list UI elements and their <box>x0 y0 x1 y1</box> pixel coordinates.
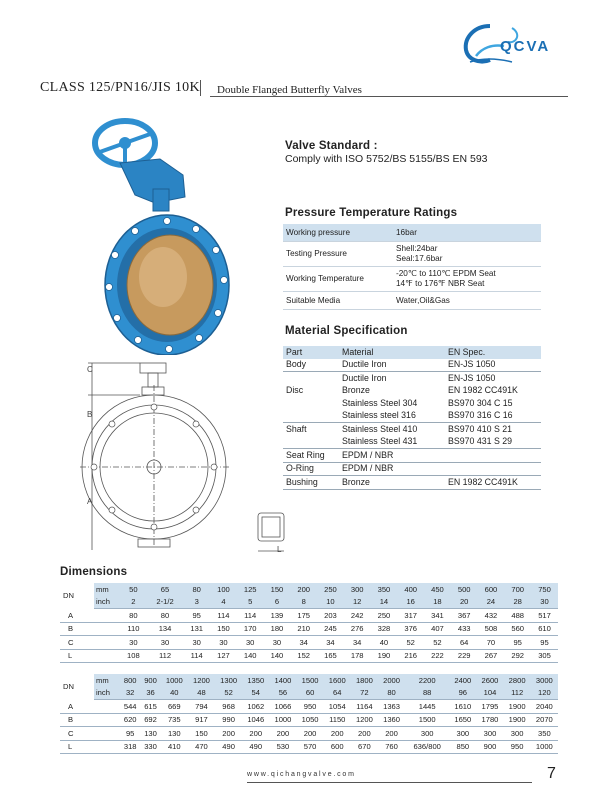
table-cell: 72 <box>351 687 378 700</box>
table-cell: 300 <box>344 583 371 596</box>
table-cell: 560 <box>504 622 531 636</box>
table-cell: 1400 <box>269 674 296 687</box>
table-row: Working pressure 16bar <box>283 224 541 242</box>
row-label: B <box>60 622 94 636</box>
table-header-row: Part Material EN Spec. <box>283 346 541 359</box>
table-cell: 30 <box>147 636 184 650</box>
table-cell: 328 <box>371 622 398 636</box>
table-cell: 10 <box>317 596 344 609</box>
table-cell: 670 <box>351 740 378 754</box>
table-cell: 350 <box>371 583 398 596</box>
table-cell: 488 <box>504 609 531 623</box>
table-cell: 1800 <box>351 674 378 687</box>
unit-label: inch <box>94 687 120 700</box>
table-cell: 1050 <box>297 713 324 727</box>
table-cell: 669 <box>161 700 188 714</box>
table-cell: 900 <box>476 740 503 754</box>
table-cell: 140 <box>237 649 264 663</box>
row-label: C <box>60 727 94 741</box>
table-cell: 490 <box>215 740 242 754</box>
table-cell: 95 <box>531 636 558 650</box>
table-cell: 229 <box>451 649 478 663</box>
dimensions-heading: Dimensions <box>60 566 128 578</box>
unit-label: mm <box>94 583 120 596</box>
table-cell: 2600 <box>476 674 503 687</box>
table-cell: 170 <box>237 622 264 636</box>
table-cell: 80 <box>120 609 147 623</box>
table-cell: 2000 <box>378 674 405 687</box>
table-cell: 850 <box>449 740 476 754</box>
table-cell: 407 <box>424 622 451 636</box>
unit-label: mm <box>94 674 120 687</box>
table-row: Seat Ring EPDM / NBR <box>283 449 541 463</box>
table-cell: 735 <box>161 713 188 727</box>
table-cell: 112 <box>147 649 184 663</box>
table-cell: 200 <box>351 727 378 741</box>
table-cell: 1610 <box>449 700 476 714</box>
table-cell: 80 <box>183 583 210 596</box>
header-rule <box>210 96 568 97</box>
table-cell: 30 <box>210 636 237 650</box>
table-cell: 367 <box>451 609 478 623</box>
table-cell: 508 <box>478 622 505 636</box>
table-cell: 242 <box>344 609 371 623</box>
table-cell: 317 <box>397 609 424 623</box>
table-cell: 190 <box>371 649 398 663</box>
dim-label-c: C <box>87 365 93 374</box>
table-cell: 1363 <box>378 700 405 714</box>
table-cell: 432 <box>478 609 505 623</box>
table-cell: 150 <box>264 583 291 596</box>
table-cell: 108 <box>120 649 147 663</box>
table-cell: 1360 <box>378 713 405 727</box>
table-cell: 14 <box>371 596 398 609</box>
table-cell: 1780 <box>476 713 503 727</box>
table-cell: 1795 <box>476 700 503 714</box>
material-spec-heading: Material Specification <box>285 325 408 337</box>
table-row <box>60 583 558 596</box>
dim-label-b: B <box>87 410 93 419</box>
table-cell: 50 <box>120 583 147 596</box>
table-cell: 376 <box>397 622 424 636</box>
table-cell: 990 <box>215 713 242 727</box>
table-cell: 52 <box>424 636 451 650</box>
table-row: Body Ductile Iron EN-JS 1050 <box>283 359 541 372</box>
row-label: A <box>60 609 94 623</box>
dn-label: DN <box>60 583 94 609</box>
table-cell: 1000 <box>531 740 558 754</box>
table-cell: 1000 <box>269 713 296 727</box>
table-row: Suitable Media Water,Oil&Gas <box>283 292 541 310</box>
table-cell: 4 <box>210 596 237 609</box>
table-cell: 80 <box>378 687 405 700</box>
table-cell: 1164 <box>351 700 378 714</box>
table-cell: 30 <box>183 636 210 650</box>
table-cell: 104 <box>476 687 503 700</box>
table-cell: 34 <box>317 636 344 650</box>
table-cell: 131 <box>183 622 210 636</box>
table-cell: 60 <box>297 687 324 700</box>
row-label: C <box>60 636 94 650</box>
header-divider <box>200 80 201 96</box>
table-cell: 114 <box>210 609 237 623</box>
product-subtitle: Double Flanged Butterfly Valves <box>217 84 362 96</box>
table-cell: 30 <box>531 596 558 609</box>
table-cell: 330 <box>140 740 160 754</box>
table-cell: 300 <box>449 727 476 741</box>
table-cell: 276 <box>344 622 371 636</box>
table-row <box>60 687 558 700</box>
class-title: CLASS 125/PN16/JIS 10K <box>40 80 200 95</box>
table-cell: 692 <box>140 713 160 727</box>
table-cell: 600 <box>478 583 505 596</box>
table-row: Shaft Stainless Steel 410 BS970 410 S 21 <box>286 423 513 434</box>
table-cell: 34 <box>290 636 317 650</box>
table-cell: 470 <box>188 740 215 754</box>
table-row: Testing Pressure Shell:24bar Seal:17.6bar <box>283 242 541 267</box>
table-cell: 130 <box>161 727 188 741</box>
dim-label-l: L <box>277 545 282 554</box>
table-cell: 30 <box>237 636 264 650</box>
table-cell: 216 <box>397 649 424 663</box>
table-cell: 110 <box>120 622 147 636</box>
table-row: Bushing Bronze EN 1982 CC491K <box>283 476 541 490</box>
table-cell: 968 <box>215 700 242 714</box>
table-cell: 610 <box>531 622 558 636</box>
table-row <box>60 727 558 741</box>
table-cell: 750 <box>531 583 558 596</box>
table-cell: 800 <box>120 674 140 687</box>
table-cell: 1500 <box>297 674 324 687</box>
unit-label: inch <box>94 596 120 609</box>
table-cell: 8 <box>290 596 317 609</box>
table-row: Working Temperature -20℃ to 110℃ EPDM Seat 14℉ to 176℉ NBR Seat <box>283 267 541 292</box>
table-row <box>60 622 558 636</box>
valve-standard-text: Comply with ISO 5752/BS 5155/BS EN 593 <box>285 153 488 165</box>
valve-technical-drawing <box>80 355 290 560</box>
row-label: L <box>60 740 94 754</box>
table-cell: 34 <box>344 636 371 650</box>
table-cell: 794 <box>188 700 215 714</box>
table-cell: 544 <box>120 700 140 714</box>
table-cell: 203 <box>317 609 344 623</box>
valve-photo-illustration <box>75 115 250 355</box>
table-cell: 433 <box>451 622 478 636</box>
table-cell: 200 <box>242 727 269 741</box>
table-cell: 40 <box>161 687 188 700</box>
table-row <box>60 700 558 714</box>
table-cell: 114 <box>183 649 210 663</box>
table-cell: 200 <box>324 727 351 741</box>
table-cell: 1350 <box>242 674 269 687</box>
table-cell: 65 <box>147 583 184 596</box>
table-cell: 200 <box>290 583 317 596</box>
table-cell: 1500 <box>405 713 449 727</box>
table-cell: 6 <box>264 596 291 609</box>
table-cell: 200 <box>269 727 296 741</box>
table-cell: 3000 <box>531 674 558 687</box>
table-cell: 490 <box>242 740 269 754</box>
table-cell: 16 <box>397 596 424 609</box>
row-label: A <box>60 700 94 714</box>
table-cell: 210 <box>290 622 317 636</box>
table-cell: 760 <box>378 740 405 754</box>
table-cell: 95 <box>183 609 210 623</box>
table-row <box>60 674 558 687</box>
table-cell: 2400 <box>449 674 476 687</box>
table-cell: 70 <box>478 636 505 650</box>
table-cell: 350 <box>531 727 558 741</box>
table-cell: 54 <box>242 687 269 700</box>
table-cell: 30 <box>120 636 147 650</box>
table-cell: 112 <box>504 687 531 700</box>
footer-rule <box>247 782 532 783</box>
table-cell: 222 <box>424 649 451 663</box>
table-row <box>60 636 558 650</box>
table-cell: 24 <box>478 596 505 609</box>
table-row <box>60 713 558 727</box>
table-cell: 1445 <box>405 700 449 714</box>
pressure-temperature-table <box>283 224 541 310</box>
table-cell: 250 <box>317 583 344 596</box>
table-cell: 150 <box>210 622 237 636</box>
table-cell: 64 <box>324 687 351 700</box>
table-cell: 180 <box>264 622 291 636</box>
table-cell: 114 <box>237 609 264 623</box>
table-cell: 1650 <box>449 713 476 727</box>
table-cell: 200 <box>215 727 242 741</box>
table-cell: 950 <box>297 700 324 714</box>
table-cell: 178 <box>344 649 371 663</box>
table-cell: 1200 <box>188 674 215 687</box>
table-cell: 152 <box>290 649 317 663</box>
table-cell: 1000 <box>161 674 188 687</box>
table-cell: 500 <box>451 583 478 596</box>
table-cell: 400 <box>397 583 424 596</box>
table-cell: 2-1/2 <box>147 596 184 609</box>
table-cell: 267 <box>478 649 505 663</box>
table-cell: 1062 <box>242 700 269 714</box>
table-cell: 292 <box>504 649 531 663</box>
table-cell: 165 <box>317 649 344 663</box>
table-cell: 139 <box>264 609 291 623</box>
table-cell: 517 <box>531 609 558 623</box>
table-cell: 200 <box>297 727 324 741</box>
table-cell: 600 <box>324 740 351 754</box>
table-cell: 570 <box>297 740 324 754</box>
table-row: Ductile Iron EN-JS 1050 <box>342 372 496 383</box>
table-row: Stainless Steel 431 BS970 431 S 29 <box>283 436 541 449</box>
table-row <box>60 609 558 623</box>
table-cell: 5 <box>237 596 264 609</box>
table-cell: 150 <box>188 727 215 741</box>
table-row: Stainless Steel 304 BS970 304 C 15 <box>342 397 513 408</box>
table-cell: 18 <box>424 596 451 609</box>
table-cell: 52 <box>215 687 242 700</box>
table-cell: 48 <box>188 687 215 700</box>
table-cell: 134 <box>147 622 184 636</box>
table-cell: 12 <box>344 596 371 609</box>
table-cell: 300 <box>405 727 449 741</box>
footer-website: www.qichangvalve.com <box>247 771 356 778</box>
table-cell: 2200 <box>405 674 449 687</box>
table-cell: 636/800 <box>405 740 449 754</box>
table-cell: 2 <box>120 596 147 609</box>
table-cell: 245 <box>317 622 344 636</box>
table-cell: 95 <box>120 727 140 741</box>
table-row <box>60 649 558 663</box>
table-cell: 125 <box>237 583 264 596</box>
table-cell: 917 <box>188 713 215 727</box>
brand-name: QCVA <box>500 38 551 55</box>
table-cell: 56 <box>269 687 296 700</box>
table-cell: 130 <box>140 727 160 741</box>
table-cell: 341 <box>424 609 451 623</box>
table-cell: 40 <box>371 636 398 650</box>
table-cell: 127 <box>210 649 237 663</box>
row-label: B <box>60 713 94 727</box>
dim-label-a: A <box>87 497 93 506</box>
table-cell: 3 <box>183 596 210 609</box>
table-cell: 1200 <box>351 713 378 727</box>
table-cell: 140 <box>264 649 291 663</box>
table-cell: 615 <box>140 700 160 714</box>
table-cell: 700 <box>504 583 531 596</box>
table-cell: 36 <box>140 687 160 700</box>
table-cell: 450 <box>424 583 451 596</box>
table-cell: 2800 <box>504 674 531 687</box>
table-cell: 1046 <box>242 713 269 727</box>
table-cell: 620 <box>120 713 140 727</box>
table-cell: 1300 <box>215 674 242 687</box>
row-label: L <box>60 649 94 663</box>
table-cell: 1900 <box>504 713 531 727</box>
table-cell: 530 <box>269 740 296 754</box>
table-cell: 32 <box>120 687 140 700</box>
valve-standard-heading: Valve Standard : <box>285 140 378 152</box>
table-cell: 64 <box>451 636 478 650</box>
table-cell: 2040 <box>531 700 558 714</box>
table-row: O-Ring EPDM / NBR <box>283 462 541 476</box>
table-cell: 1066 <box>269 700 296 714</box>
table-cell: 95 <box>504 636 531 650</box>
table-cell: 28 <box>504 596 531 609</box>
table-cell: 20 <box>451 596 478 609</box>
table-cell: 950 <box>504 740 531 754</box>
table-cell: 1900 <box>504 700 531 714</box>
table-cell: 80 <box>147 609 184 623</box>
table-cell: 30 <box>264 636 291 650</box>
table-cell: 1054 <box>324 700 351 714</box>
table-cell: 2070 <box>531 713 558 727</box>
dimensions-table-1 <box>60 583 558 663</box>
table-row: Stainless steel 316 BS970 316 C 16 <box>283 410 541 423</box>
dn-label: DN <box>60 674 94 700</box>
table-cell: 300 <box>504 727 531 741</box>
table-cell: 100 <box>210 583 237 596</box>
pressure-temperature-heading: Pressure Temperature Ratings <box>285 207 458 219</box>
table-cell: 305 <box>531 649 558 663</box>
table-cell: 96 <box>449 687 476 700</box>
dimensions-table-2 <box>60 674 558 754</box>
page-number: 7 <box>547 765 556 782</box>
table-cell: 1150 <box>324 713 351 727</box>
table-row <box>60 740 558 754</box>
table-cell: 200 <box>378 727 405 741</box>
table-cell: 900 <box>140 674 160 687</box>
table-cell: 120 <box>531 687 558 700</box>
table-cell: 175 <box>290 609 317 623</box>
table-cell: 410 <box>161 740 188 754</box>
table-cell: 318 <box>120 740 140 754</box>
table-row: Disc Bronze EN 1982 CC491K <box>286 385 518 396</box>
table-cell: 1600 <box>324 674 351 687</box>
table-row <box>60 596 558 609</box>
table-cell: 88 <box>405 687 449 700</box>
table-cell: 250 <box>371 609 398 623</box>
table-cell: 52 <box>397 636 424 650</box>
table-cell: 300 <box>476 727 503 741</box>
material-spec-table <box>283 346 541 490</box>
